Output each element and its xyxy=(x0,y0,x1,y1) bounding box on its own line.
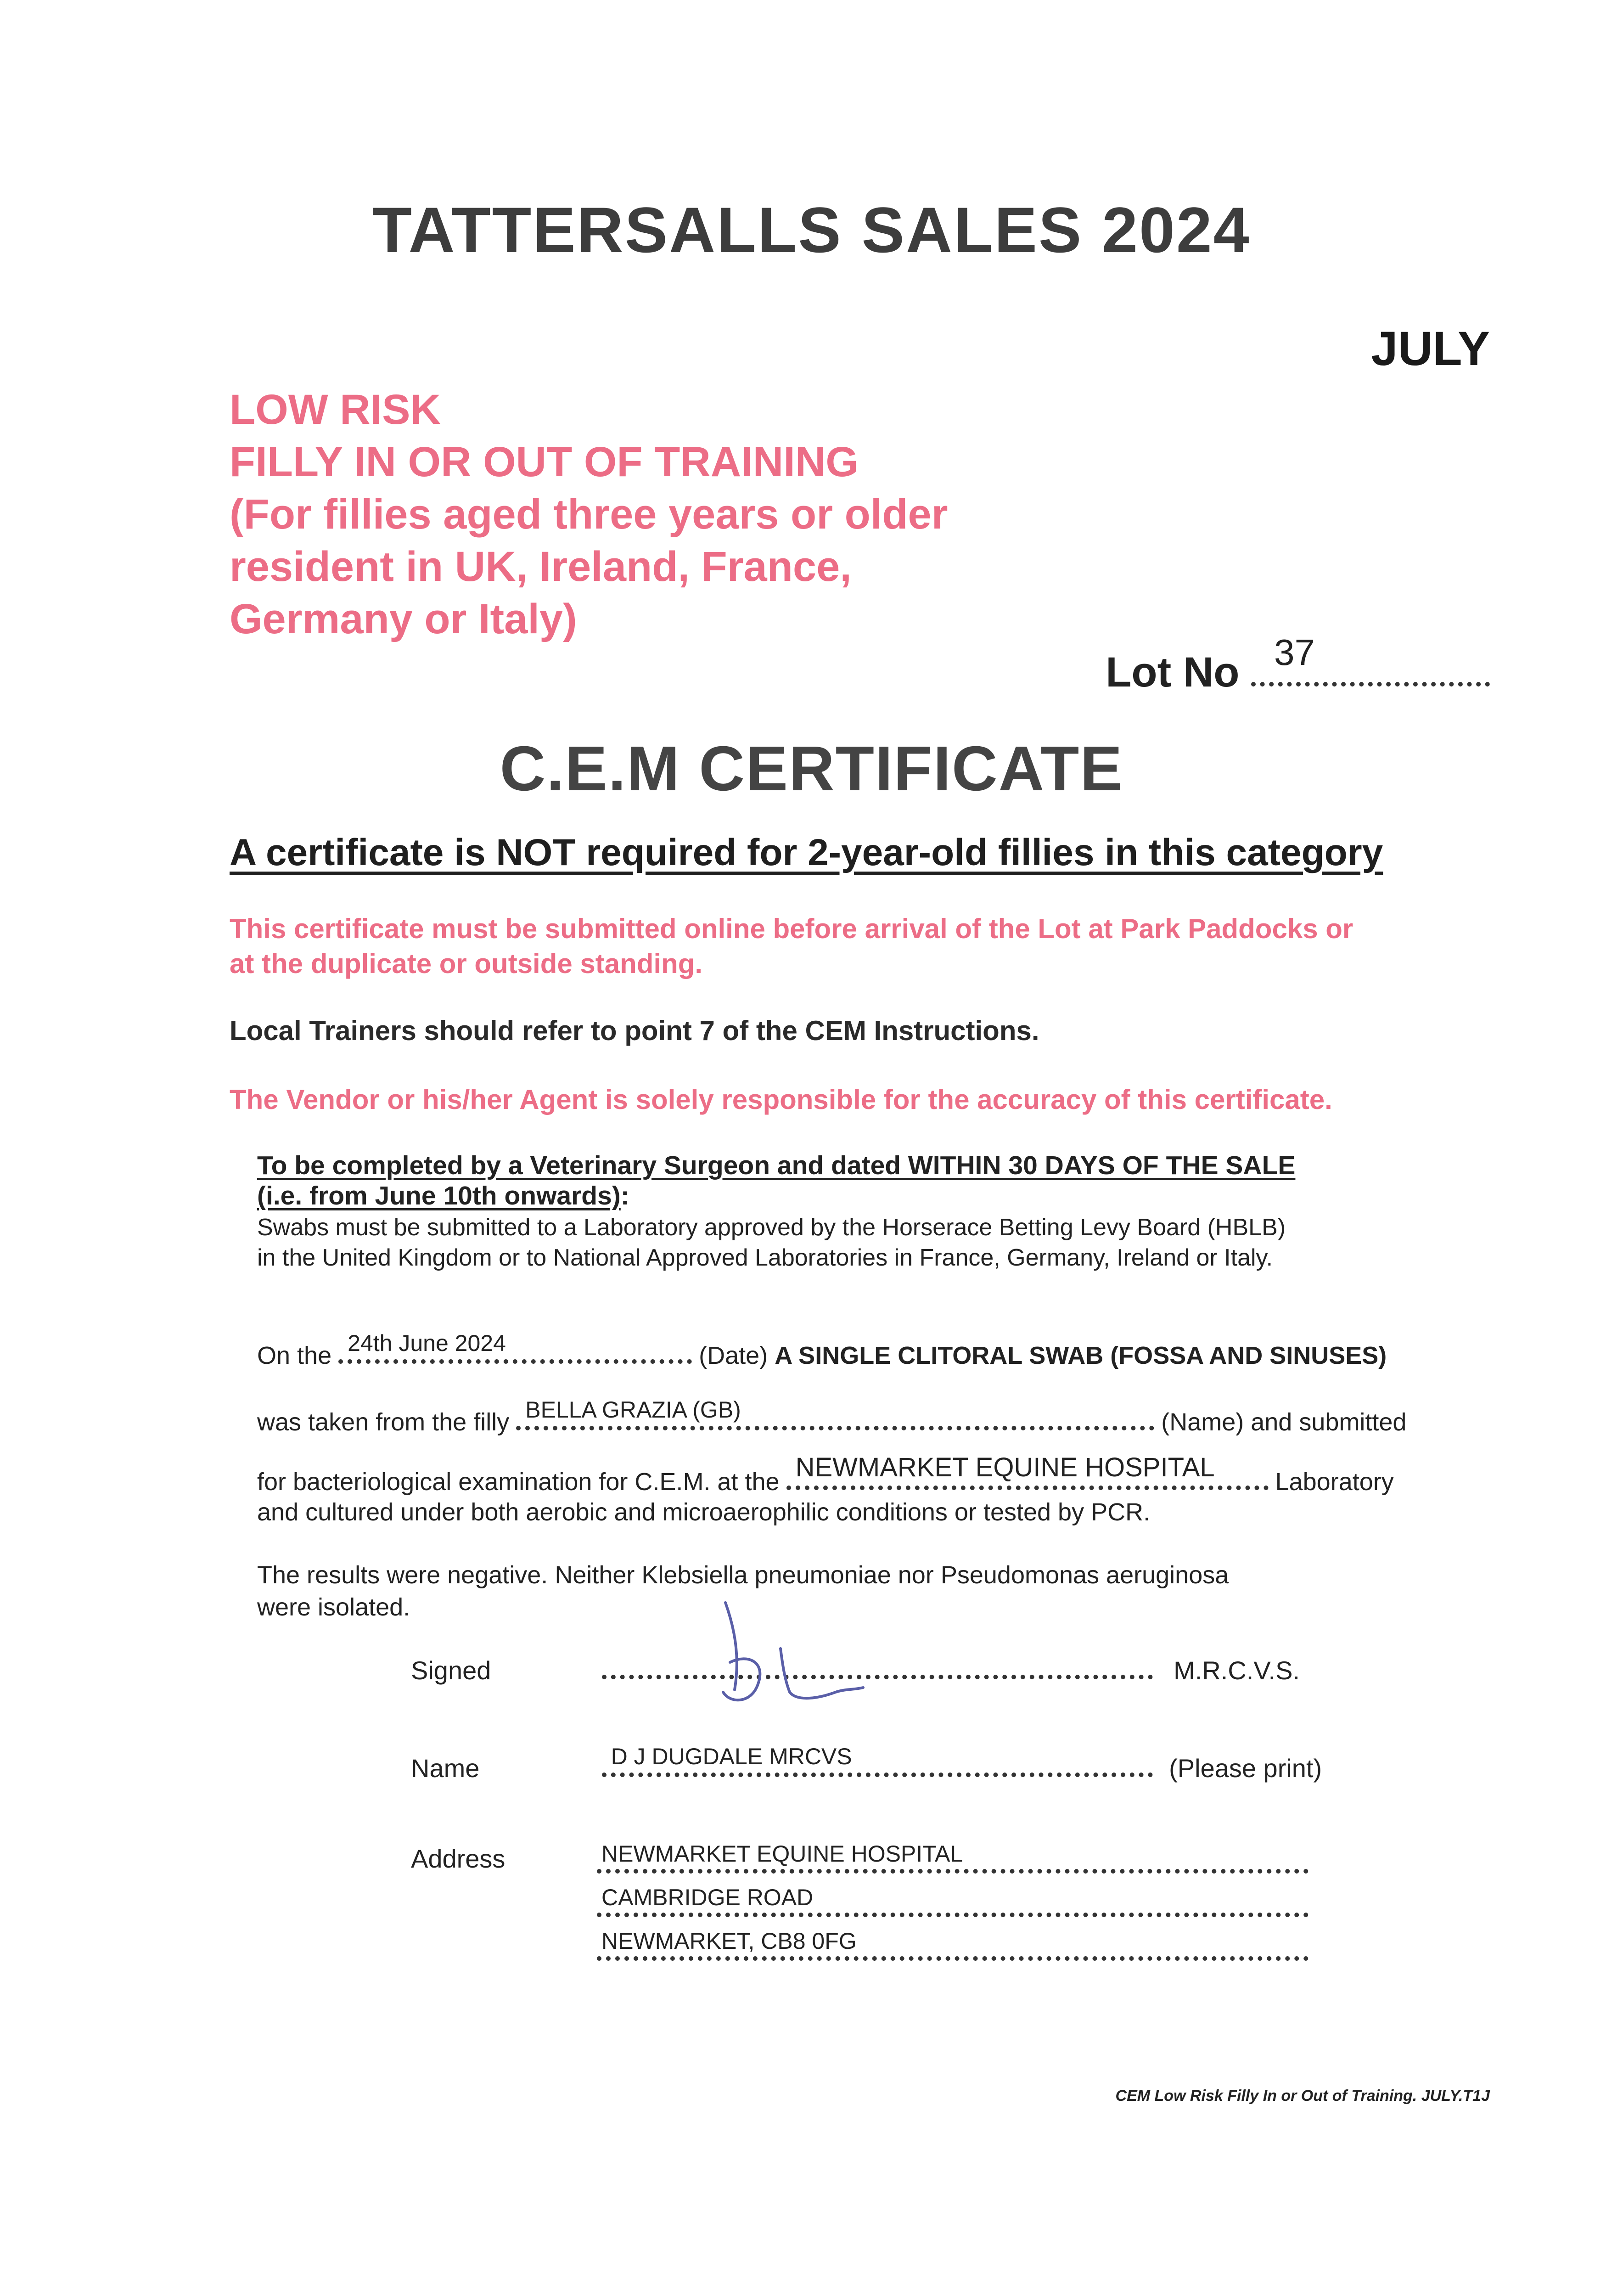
on-the-label: On the xyxy=(257,1342,332,1369)
submit-note-line: at the duplicate or outside standing. xyxy=(230,948,703,979)
date-field xyxy=(338,1330,692,1364)
category-block xyxy=(230,383,948,645)
results-line: were isolated. xyxy=(257,1593,410,1621)
laboratory-field xyxy=(786,1452,1269,1490)
swab-date-line xyxy=(257,1330,1387,1370)
category-line: LOW RISK xyxy=(230,386,441,433)
swab-type: A SINGLE CLITORAL SWAB (FOSSA AND SINUSES) xyxy=(775,1342,1387,1369)
vet-name-value: D J DUGDALE MRCVS xyxy=(611,1744,852,1769)
taken-from-label: was taken from the filly xyxy=(257,1408,510,1436)
laboratory-value: NEWMARKET EQUINE HOSPITAL xyxy=(795,1452,1215,1482)
lot-label: Lot No xyxy=(1106,649,1240,696)
form-reference: CEM Low Risk Filly In or Out of Training. JULY.T1J xyxy=(1115,2087,1490,2105)
name-row xyxy=(411,1744,1322,1783)
exam-prefix: for bacteriological examination for C.E.M. at the xyxy=(257,1468,780,1496)
document-title: TATTERSALLS SALES 2024 xyxy=(372,194,1251,266)
address-line-value: NEWMARKET, CB8 0FG xyxy=(601,1928,857,1954)
category-line: (For fillies aged three years or older xyxy=(230,491,948,538)
name-label: Name xyxy=(411,1754,480,1783)
handwritten-signature xyxy=(698,1593,882,1713)
swab-note-line: Swabs must be submitted to a Laboratory approved by the Horserace Betting Levy Board (HBLB) xyxy=(257,1214,1286,1241)
address-row xyxy=(411,1844,595,1874)
lot-dotted-line xyxy=(1251,632,1490,687)
lot-number-field xyxy=(1106,632,1490,697)
vet-heading-dates: (i.e. from June 10th onwards) xyxy=(257,1181,621,1210)
address-line-value: CAMBRIDGE ROAD xyxy=(601,1885,814,1910)
lot-value: 37 xyxy=(1274,632,1315,673)
swab-note-line: in the United Kingdom or to National Approved Laboratories in France, Germany, Ireland or Italy. xyxy=(257,1244,1273,1271)
filly-name-line xyxy=(257,1397,1407,1436)
signed-label: Signed xyxy=(411,1656,491,1685)
address-line-value: NEWMARKET EQUINE HOSPITAL xyxy=(601,1841,963,1867)
submit-online-note xyxy=(230,912,1353,981)
swab-laboratory-note xyxy=(257,1212,1286,1273)
local-trainers-note: Local Trainers should refer to point 7 of the CEM Instructions. xyxy=(230,1015,1039,1046)
address-line xyxy=(597,1885,1309,1917)
address-line xyxy=(597,1841,1309,1874)
results-line: The results were negative. Neither Klebsiella pneumoniae nor Pseudomonas aeruginosa xyxy=(257,1561,1229,1589)
name-field xyxy=(602,1744,1153,1777)
filly-name-field xyxy=(516,1397,1154,1430)
date-suffix: (Date) xyxy=(699,1342,768,1369)
not-required-notice: A certificate is NOT required for 2-year-old fillies in this category xyxy=(230,832,1383,873)
category-line: resident in UK, Ireland, France, xyxy=(230,543,852,590)
laboratory-suffix: Laboratory xyxy=(1275,1468,1394,1496)
vet-heading-colon: : xyxy=(620,1181,629,1210)
sale-month: JULY xyxy=(1371,322,1490,376)
vet-heading-line: To be completed by a Veterinary Surgeon and dated WITHIN 30 DAYS OF THE SALE xyxy=(257,1151,1296,1180)
please-print-suffix: (Please print) xyxy=(1169,1754,1322,1783)
laboratory-line xyxy=(257,1452,1394,1496)
mrcvs-suffix: M.R.C.V.S. xyxy=(1174,1656,1300,1685)
address-label: Address xyxy=(411,1844,505,1873)
submit-note-line: This certificate must be submitted online before arrival of the Lot at Park Paddocks or xyxy=(230,913,1353,944)
category-line: Germany or Italy) xyxy=(230,596,577,642)
name-suffix: (Name) and submitted xyxy=(1161,1408,1407,1436)
vendor-responsibility-note: The Vendor or his/her Agent is solely responsible for the accuracy of this certificate. xyxy=(230,1084,1332,1115)
certificate-title: C.E.M CERTIFICATE xyxy=(500,733,1123,804)
filly-name-value: BELLA GRAZIA (GB) xyxy=(525,1397,741,1423)
category-line: FILLY IN OR OUT OF TRAINING xyxy=(230,439,859,485)
date-value: 24th June 2024 xyxy=(348,1330,506,1356)
address-line xyxy=(597,1928,1309,1961)
vet-instructions-heading xyxy=(257,1150,1295,1211)
culture-conditions: and cultured under both aerobic and microaerophilic conditions or tested by PCR. xyxy=(257,1498,1151,1526)
